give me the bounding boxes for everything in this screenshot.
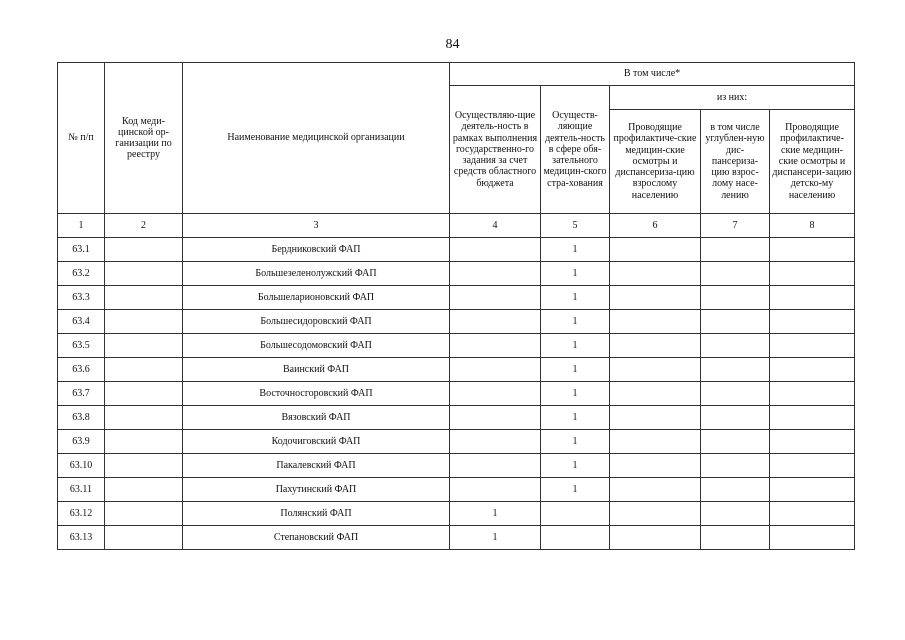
header-oms: Осуществ-ляющие деятель-ность в сфере обя-зательного медицин-ского стра-хования [541, 86, 610, 214]
column-number: 8 [770, 214, 855, 238]
cell-c8 [770, 478, 855, 502]
column-number: 7 [701, 214, 770, 238]
header-code: Код меди-цинской ор-ганизации по реестру [105, 63, 183, 214]
cell-c4 [450, 454, 541, 478]
cell-c4 [450, 238, 541, 262]
cell-code [105, 526, 183, 550]
cell-c6 [610, 382, 701, 406]
column-numbers-row [58, 214, 855, 238]
cell-c8 [770, 358, 855, 382]
header-name: Наименование медицинской организации [183, 63, 450, 214]
cell-c8 [770, 238, 855, 262]
cell-c7 [701, 526, 770, 550]
column-number: 4 [450, 214, 541, 238]
cell-c8 [770, 286, 855, 310]
cell-num: 63.6 [58, 358, 105, 382]
cell-c4 [450, 406, 541, 430]
cell-c6 [610, 262, 701, 286]
column-number: 5 [541, 214, 610, 238]
cell-c7 [701, 310, 770, 334]
cell-c4 [450, 310, 541, 334]
header-num: № п/п [58, 63, 105, 214]
cell-c8 [770, 262, 855, 286]
cell-code [105, 406, 183, 430]
cell-c4 [450, 478, 541, 502]
cell-c4: 1 [450, 502, 541, 526]
cell-c5: 1 [541, 430, 610, 454]
cell-c8 [770, 406, 855, 430]
cell-name: Кодочиговский ФАП [183, 430, 450, 454]
cell-num: 63.11 [58, 478, 105, 502]
cell-name: Пакалевский ФАП [183, 454, 450, 478]
cell-c4 [450, 334, 541, 358]
page-number: 84 [445, 37, 460, 52]
cell-c7 [701, 262, 770, 286]
cell-c4 [450, 262, 541, 286]
cell-code [105, 382, 183, 406]
cell-c5: 1 [541, 334, 610, 358]
cell-c8 [770, 310, 855, 334]
table-row [58, 382, 855, 406]
cell-c7 [701, 502, 770, 526]
cell-c4: 1 [450, 526, 541, 550]
cell-code [105, 430, 183, 454]
cell-c6 [610, 526, 701, 550]
header-adult-exams: Проводящие профилактиче-ские медицин-ские осмотры и диспансериза-цию взрослому населению [610, 110, 701, 214]
cell-c7 [701, 382, 770, 406]
cell-c8 [770, 454, 855, 478]
cell-c6 [610, 334, 701, 358]
cell-name: Большесидоровский ФАП [183, 310, 450, 334]
cell-name: Бердниковский ФАП [183, 238, 450, 262]
header-including: В том числе* [450, 63, 855, 86]
cell-c4 [450, 358, 541, 382]
cell-c4 [450, 430, 541, 454]
cell-c8 [770, 430, 855, 454]
cell-num: 63.12 [58, 502, 105, 526]
cell-name: Пахутинский ФАП [183, 478, 450, 502]
cell-code [105, 310, 183, 334]
cell-name: Полянский ФАП [183, 502, 450, 526]
cell-num: 63.7 [58, 382, 105, 406]
cell-c6 [610, 406, 701, 430]
cell-c8 [770, 526, 855, 550]
cell-c7 [701, 358, 770, 382]
table-row [58, 334, 855, 358]
header-child-exams: Проводящие профилактиче-ские медицин-ские осмотры и диспансери-зацию детско-му населению [770, 110, 855, 214]
cell-num: 63.5 [58, 334, 105, 358]
table-row [58, 526, 855, 550]
cell-num: 63.10 [58, 454, 105, 478]
cell-code [105, 454, 183, 478]
table-row [58, 502, 855, 526]
cell-code [105, 334, 183, 358]
cell-c5: 1 [541, 238, 610, 262]
cell-code [105, 502, 183, 526]
cell-c6 [610, 454, 701, 478]
column-number: 2 [105, 214, 183, 238]
cell-c5: 1 [541, 286, 610, 310]
cell-c7 [701, 430, 770, 454]
cell-num: 63.3 [58, 286, 105, 310]
cell-num: 63.13 [58, 526, 105, 550]
cell-c8 [770, 382, 855, 406]
cell-code [105, 358, 183, 382]
cell-c5: 1 [541, 478, 610, 502]
cell-c6 [610, 430, 701, 454]
column-number: 6 [610, 214, 701, 238]
cell-c7 [701, 478, 770, 502]
cell-c8 [770, 502, 855, 526]
table-row [58, 286, 855, 310]
cell-c6 [610, 238, 701, 262]
cell-name: Ваинский ФАП [183, 358, 450, 382]
cell-name: Вязовский ФАП [183, 406, 450, 430]
cell-name: Большесодомовский ФАП [183, 334, 450, 358]
cell-c5: 1 [541, 382, 610, 406]
cell-c5: 1 [541, 406, 610, 430]
cell-c5 [541, 502, 610, 526]
table-row [58, 262, 855, 286]
cell-num: 63.2 [58, 262, 105, 286]
cell-code [105, 238, 183, 262]
cell-c5 [541, 526, 610, 550]
cell-num: 63.1 [58, 238, 105, 262]
column-number: 3 [183, 214, 450, 238]
cell-c7 [701, 238, 770, 262]
cell-c8 [770, 334, 855, 358]
header-in-depth: в том числе углублен-ную дис-пансериза-цию взрос-лому насе-лению [701, 110, 770, 214]
cell-num: 63.9 [58, 430, 105, 454]
cell-c7 [701, 334, 770, 358]
cell-c7 [701, 406, 770, 430]
cell-c6 [610, 502, 701, 526]
cell-num: 63.8 [58, 406, 105, 430]
cell-num: 63.4 [58, 310, 105, 334]
cell-c5: 1 [541, 454, 610, 478]
cell-name: Восточносгоровский ФАП [183, 382, 450, 406]
cell-c7 [701, 454, 770, 478]
table-row [58, 358, 855, 382]
header-regional-budget: Осуществляю-щие деятель-ность в рамках выполнения государственно-го задания за счет средств областного бюджета [450, 86, 541, 214]
cell-c7 [701, 286, 770, 310]
cell-c6 [610, 358, 701, 382]
cell-name: Степановский ФАП [183, 526, 450, 550]
cell-c5: 1 [541, 310, 610, 334]
table-row [58, 430, 855, 454]
table-row [58, 478, 855, 502]
cell-c6 [610, 286, 701, 310]
table-row [58, 238, 855, 262]
cell-c6 [610, 478, 701, 502]
cell-c5: 1 [541, 262, 610, 286]
table-row [58, 454, 855, 478]
cell-c6 [610, 310, 701, 334]
cell-name: Большезеленолужский ФАП [183, 262, 450, 286]
header-of-them: из них: [610, 86, 855, 110]
column-number: 1 [58, 214, 105, 238]
table-row [58, 406, 855, 430]
cell-name: Большеларионовский ФАП [183, 286, 450, 310]
cell-c5: 1 [541, 358, 610, 382]
cell-code [105, 262, 183, 286]
cell-code [105, 286, 183, 310]
cell-c4 [450, 382, 541, 406]
cell-code [105, 478, 183, 502]
cell-c4 [450, 286, 541, 310]
medical-organizations-table [57, 62, 855, 550]
table-row [58, 310, 855, 334]
